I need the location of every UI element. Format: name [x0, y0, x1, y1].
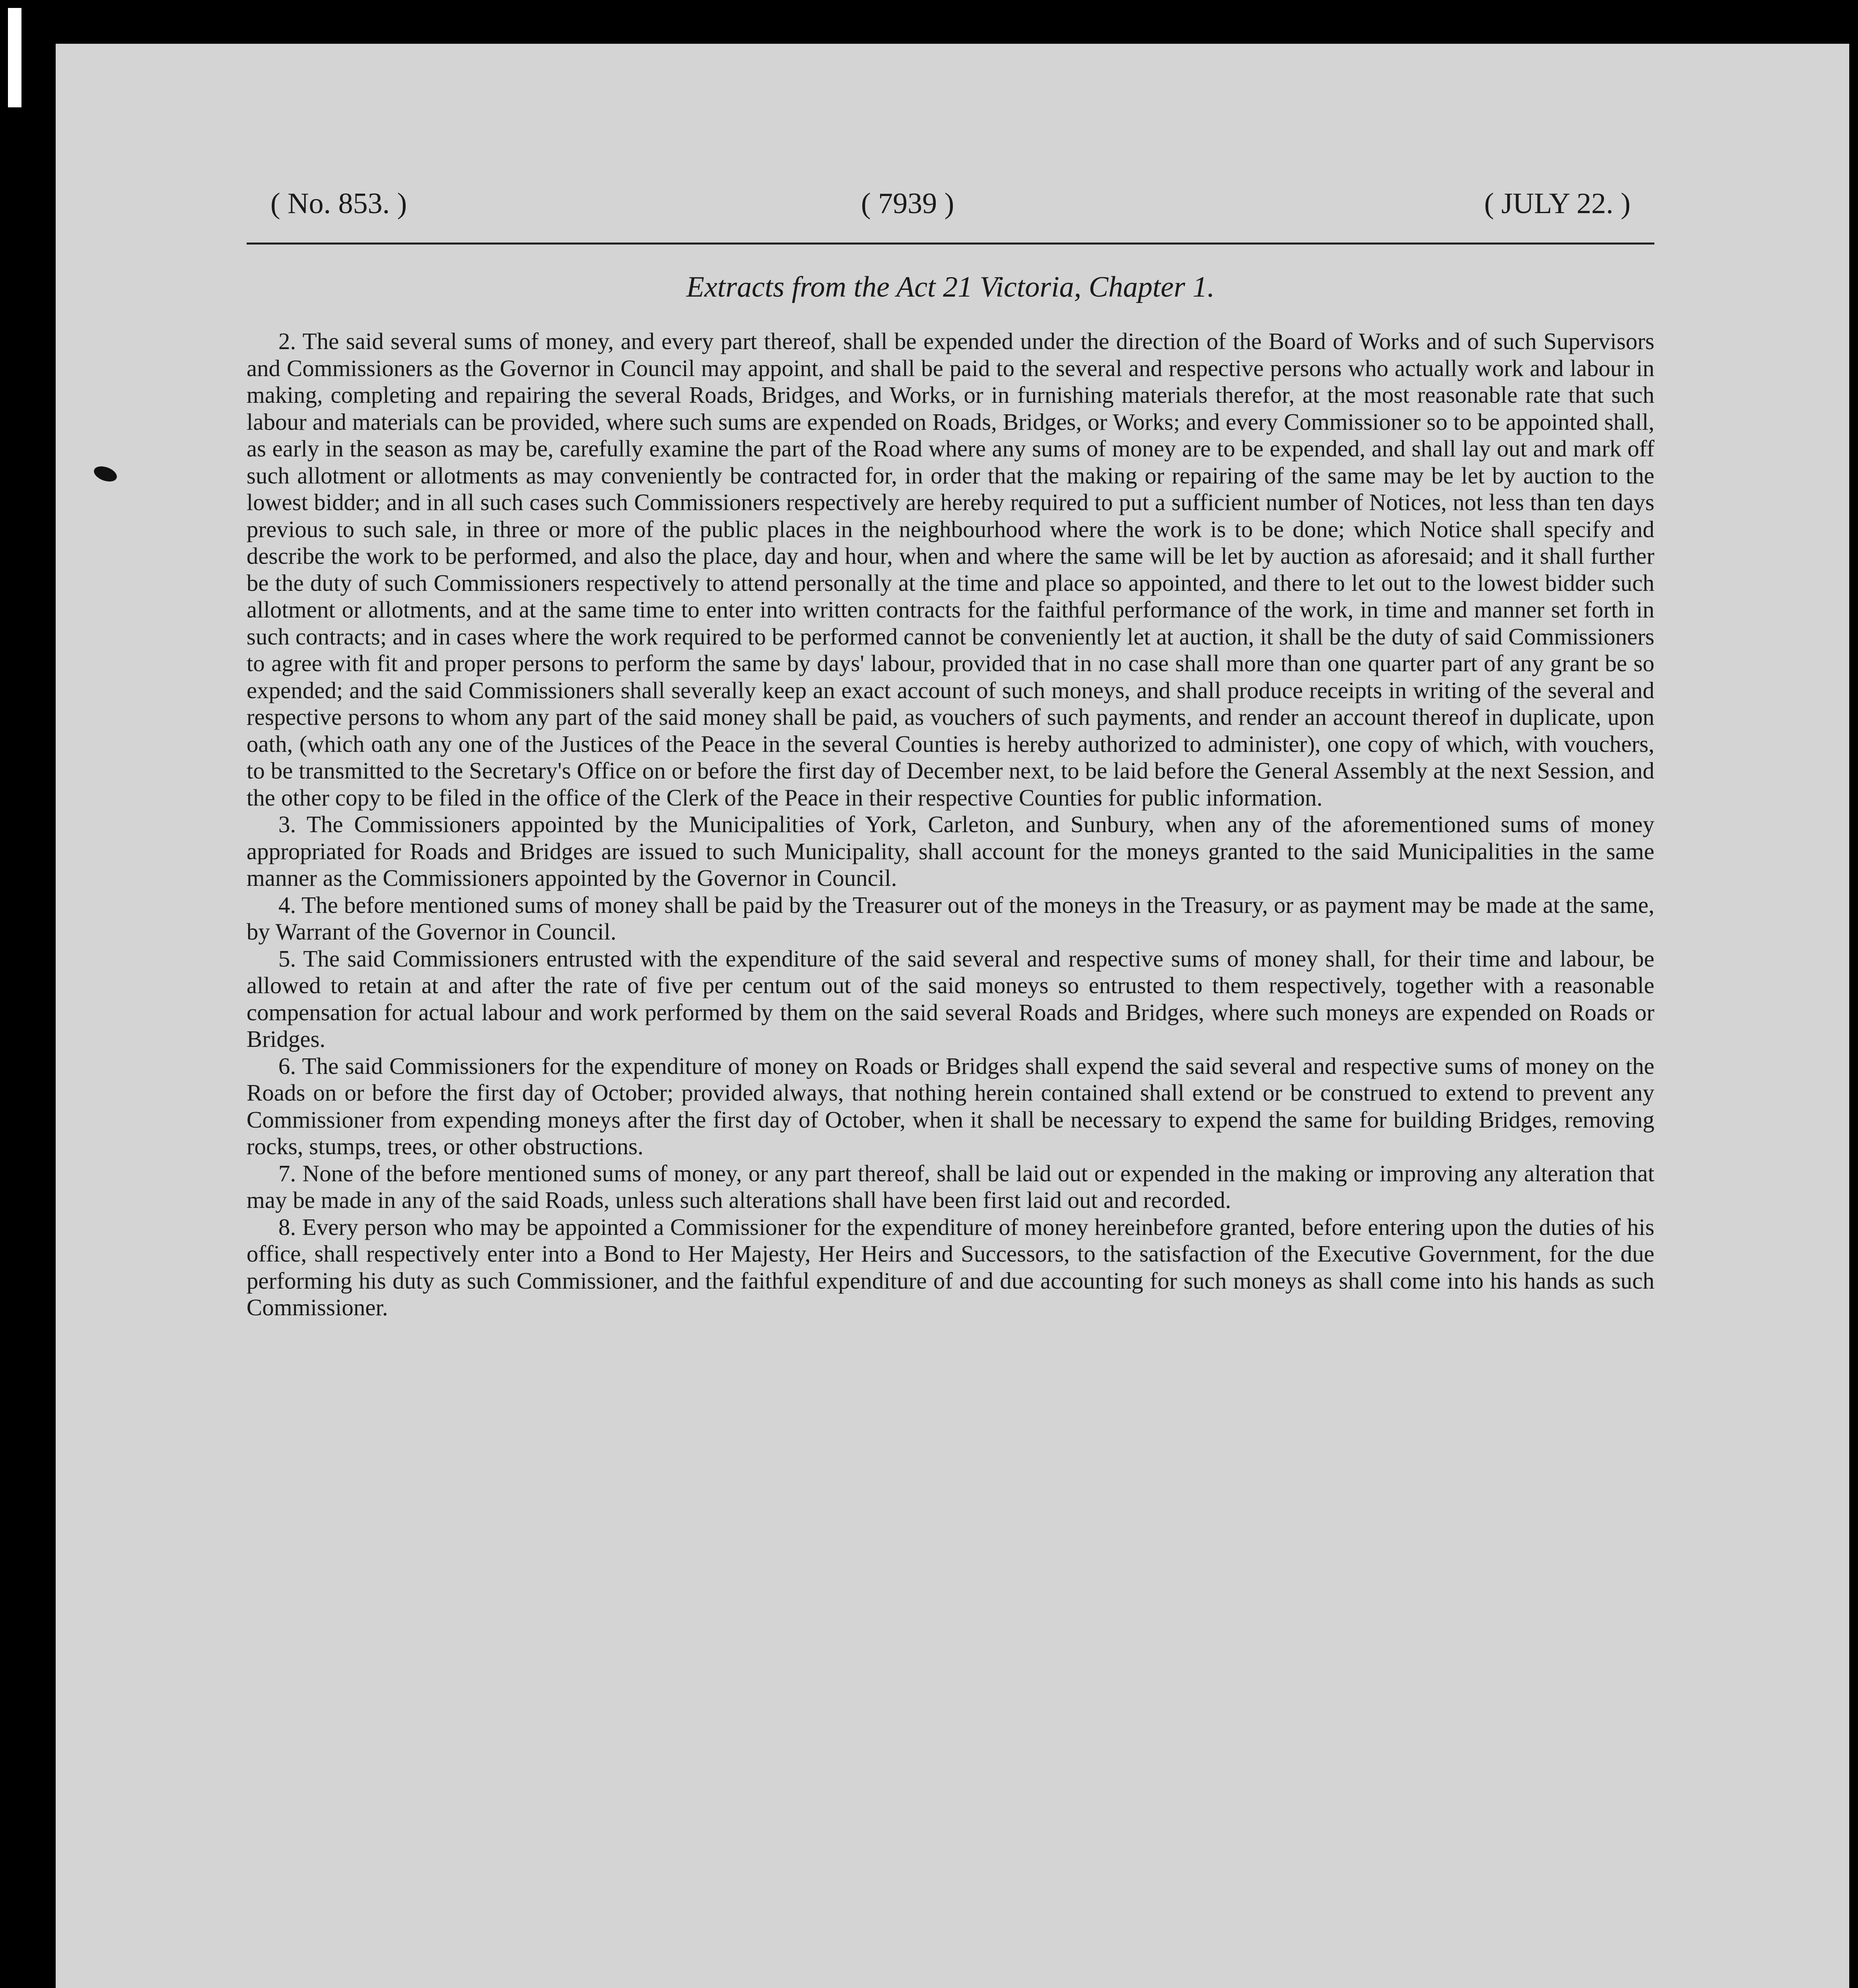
document-body — [247, 328, 1654, 1321]
page-header — [247, 187, 1654, 235]
page-number: ( 7939 ) — [861, 187, 954, 220]
section-3: 3. The Commissioners appointed by the Municipalities of York, Carleton, and Sunbury, when any of the aforementioned sums of money appropriated for Roads and Bridges are issued to such Municipality, shall account for the moneys granted to the said Municipalities in the same manner as the Commissioners appointed by the Governor in Council. — [247, 811, 1654, 891]
header-rule — [247, 243, 1654, 245]
issue-number: ( No. 853. ) — [270, 187, 407, 220]
section-5: 5. The said Commissioners entrusted with the expenditure of the said several and respective sums of money shall, for their time and labour, be allowed to retain at and after the rate of five per centum out of the said moneys so entrusted to them respectively, together with a reasonable compensation for actual labour and work performed by them on the said several Roads and Bridges, where such moneys are expended on Roads or Bridges. — [247, 945, 1654, 1052]
section-2: 2. The said several sums of money, and every part thereof, shall be expended under the direction of the Board of Works and of such Supervisors and Commissioners as the Governor in Council may appoint, and shall be paid to the several and respective persons who actually work and labour in making, completing and repairing the several Roads, Bridges, and Works, or in furnishing materials therefor, at the most reasonable rate that such labour and materials can be provided, where such sums are expended on Roads, Bridges, or Works; and every Commissioner so to be appointed shall, as early in the season as may be, carefully examine the part of the Road where any sums of money are to be expended, and shall lay out and mark off such allotment or allotments as may conveniently be contracted for, in order that the making or repairing of the same may be let by auction to the lowest bidder; and in all such cases such Commissioners respectively are hereby required to put a sufficient number of Notices, not less than ten days previous to such sale, in three or more of the public places in the neighbourhood where the work is to be done; which Notice shall specify and describe the work to be performed, and also the place, day and hour, when and where the same will be let by auction as aforesaid; and it shall further be the duty of such Commissioners respectively to attend personally at the time and place so appointed, and there to let out to the lowest bidder such allotment or allotments, and at the same time to enter into written contracts for the faithful performance of the work, in time and manner set forth in such contracts; and in cases where the work required to be performed cannot be conveniently let at auction, it shall be the duty of said Commissioners to agree with fit and proper persons to perform the same by days' labour, provided that in no case shall more than one quarter part of any grant be so expended; and the said Commissioners shall severally keep an exact account of such moneys, and shall produce receipts in writing of the several and respective persons to whom any part of the said money shall be paid, as vouchers of such payments, and render an account thereof in duplicate, upon oath, (which oath any one of the Justices of the Peace in the several Counties is hereby authorized to administer), one copy of which, with vouchers, to be transmitted to the Secretary's Office on or before the first day of December next, to be laid before the General Assembly at the next Session, and the other copy to be filed in the office of the Clerk of the Peace in their respective Counties for public information. — [247, 328, 1654, 811]
document-page — [56, 44, 1849, 1988]
section-8: 8. Every person who may be appointed a Commissioner for the expenditure of money hereinbefore granted, before entering upon the duties of his office, shall respectively enter into a Bond to Her Majesty, Her Heirs and Successors, to the satisfaction of the Executive Government, for the due performing his duty as such Commissioner, and the faithful expenditure of and due accounting for such moneys as shall come into his hands as such Commissioner. — [247, 1213, 1654, 1320]
issue-date: ( JULY 22. ) — [1484, 187, 1631, 220]
section-6: 6. The said Commissioners for the expenditure of money on Roads or Bridges shall expend the said several and respective sums of money on the Roads on or before the first day of October; provided always, that nothing herein contained shall extend or be construed to extend to prevent any Commissioner from expending moneys after the first day of October, when it shall be necessary to expend the same for building Bridges, removing rocks, stumps, trees, or other obstructions. — [247, 1052, 1654, 1159]
document-title: Extracts from the Act 21 Victoria, Chapter 1. — [686, 271, 1215, 303]
section-4: 4. The before mentioned sums of money shall be paid by the Treasurer out of the moneys in the Treasury, or as payment may be made at the same, by Warrant of the Governor in Council. — [247, 891, 1654, 945]
scan-edge-mark-top — [8, 8, 21, 107]
section-7: 7. None of the before mentioned sums of money, or any part thereof, shall be laid out or expended in the making or improving any alteration that may be made in any of the said Roads, unless such alterations shall have been first laid out and recorded. — [247, 1160, 1654, 1213]
ink-blot-upper — [92, 464, 119, 484]
